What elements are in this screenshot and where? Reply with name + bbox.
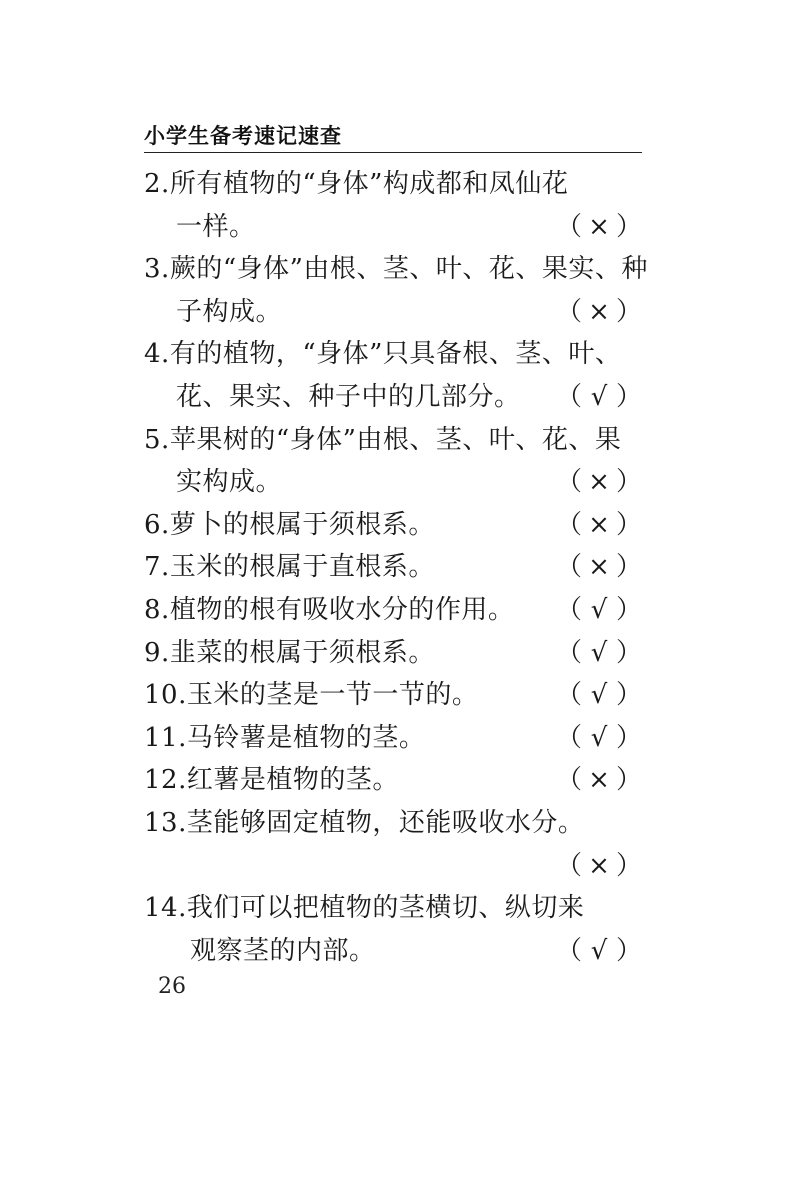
answer-close-paren: ）: [615, 680, 642, 711]
question-item: [144, 802, 642, 887]
question-line: [144, 717, 642, 760]
question-item: [144, 504, 642, 547]
answer-close-paren: ）: [615, 637, 642, 668]
answer-box: [556, 291, 642, 334]
cross-mark-icon: ×: [588, 467, 610, 498]
question-text: 观察茎的内部。: [190, 935, 376, 966]
question-item: [144, 163, 642, 248]
answer-open-paren: （: [555, 296, 582, 327]
answer-open-paren: （: [555, 637, 582, 668]
answer-close-paren: ）: [615, 381, 642, 412]
question-number: 9.: [144, 637, 170, 668]
answer-open-paren: （: [555, 594, 582, 625]
question-text: 植物的根有吸收水分的作用。: [169, 594, 515, 625]
book-title: 小学生备考速记速查: [144, 124, 342, 148]
question-item: [144, 632, 642, 675]
question-text: 实构成。: [176, 467, 283, 498]
answer-open-paren: （: [555, 467, 582, 498]
question-line: [144, 163, 642, 206]
check-mark-icon: √: [590, 935, 608, 966]
question-item: [144, 248, 648, 333]
question-item: [144, 717, 642, 760]
answer-open-paren: （: [555, 850, 582, 881]
question-item: [144, 887, 642, 972]
question-number: 8.: [144, 594, 170, 625]
question-number: 3.: [144, 254, 170, 285]
question-line: [144, 419, 642, 462]
question-line: [144, 632, 642, 675]
cross-mark-icon: ×: [588, 765, 610, 796]
question-text: 茎能够固定植物，还能吸收水分。: [186, 807, 585, 838]
question-number: 4.: [144, 339, 170, 370]
question-number: 14.: [144, 893, 187, 924]
question-text: 子构成。: [176, 296, 283, 327]
check-mark-icon: √: [590, 680, 608, 711]
answer-box: [556, 632, 642, 675]
question-text: 有的植物，“身体”只具备根、茎、叶、: [169, 339, 622, 370]
answer-close-paren: ）: [615, 722, 642, 753]
question-item: [144, 333, 642, 418]
answer-open-paren: （: [555, 765, 582, 796]
question-text: 所有植物的“身体”构成都和凤仙花: [169, 169, 569, 199]
question-line-continued: [144, 376, 642, 419]
question-line: [144, 887, 642, 930]
question-text: 一样。: [176, 211, 256, 242]
answer-box: [556, 546, 642, 589]
answer-box: [556, 589, 642, 632]
question-item: [144, 419, 642, 504]
answer-close-paren: ）: [615, 765, 642, 796]
answer-open-paren: （: [555, 935, 582, 966]
answer-box: [556, 461, 642, 504]
question-line: [144, 333, 642, 376]
check-mark-icon: √: [590, 637, 608, 668]
answer-close-paren: ）: [615, 211, 642, 242]
answer-close-paren: ）: [615, 552, 642, 583]
check-mark-icon: √: [590, 722, 608, 753]
answer-box: [556, 930, 642, 973]
question-line-continued: [144, 461, 642, 504]
question-line: [144, 589, 642, 632]
question-item: [144, 759, 642, 802]
cross-mark-icon: ×: [588, 296, 610, 327]
answer-close-paren: ）: [615, 296, 642, 327]
answer-open-paren: （: [555, 381, 582, 412]
question-item: [144, 546, 642, 589]
answer-box: [556, 674, 642, 717]
answer-close-paren: ）: [615, 594, 642, 625]
check-mark-icon: √: [590, 594, 608, 625]
question-number: 10.: [144, 680, 187, 711]
running-header: [144, 118, 642, 153]
question-text: 蕨的“身体”由根、茎、叶、花、果实、种: [169, 254, 648, 285]
answer-open-paren: （: [555, 722, 582, 753]
question-number: 12.: [144, 765, 187, 796]
answer-close-paren: ）: [615, 467, 642, 498]
question-line: [144, 248, 648, 291]
question-line-continued: [144, 930, 642, 973]
question-line: [144, 802, 642, 845]
answer-close-paren: ）: [615, 850, 642, 881]
answer-box: [556, 759, 642, 802]
question-line-continued: [144, 845, 642, 888]
answer-open-paren: （: [555, 680, 582, 711]
question-text: 花、果实、种子中的几部分。: [176, 381, 521, 412]
question-number: 7.: [144, 552, 170, 583]
question-text: 玉米的根属于直根系。: [169, 552, 435, 583]
question-number: 11.: [144, 722, 187, 753]
answer-box: [556, 717, 642, 760]
question-text: 我们可以把植物的茎横切、纵切来: [186, 893, 585, 924]
question-text: 马铃薯是植物的茎。: [186, 722, 426, 753]
answer-open-paren: （: [555, 509, 582, 540]
question-text: 玉米的茎是一节一节的。: [186, 680, 479, 711]
question-number: 6.: [144, 509, 170, 540]
answer-close-paren: ）: [615, 935, 642, 966]
question-line: [144, 504, 642, 547]
question-text: 韭菜的根属于须根系。: [169, 637, 435, 668]
question-number: 5.: [144, 424, 170, 455]
answer-box: [556, 504, 642, 547]
cross-mark-icon: ×: [588, 552, 610, 583]
cross-mark-icon: ×: [588, 211, 610, 242]
question-list: [144, 163, 648, 972]
answer-open-paren: （: [555, 211, 582, 242]
cross-mark-icon: ×: [588, 850, 610, 881]
question-line: [144, 546, 642, 589]
question-number: 2.: [144, 169, 170, 199]
question-item: [144, 674, 642, 717]
page-number: 26: [158, 974, 186, 999]
answer-close-paren: ）: [615, 509, 642, 540]
question-text: 红薯是植物的茎。: [186, 765, 399, 796]
question-number: 13.: [144, 807, 187, 838]
cross-mark-icon: ×: [588, 509, 610, 540]
question-text: 萝卜的根属于须根系。: [169, 509, 435, 540]
answer-open-paren: （: [555, 552, 582, 583]
check-mark-icon: √: [590, 381, 608, 412]
answer-box: [556, 206, 642, 249]
answer-box: [556, 376, 642, 419]
question-line-continued: [144, 206, 642, 249]
question-line: [144, 674, 642, 717]
answer-box: [556, 845, 642, 888]
question-line: [144, 759, 642, 802]
question-item: [144, 589, 642, 632]
question-text: 苹果树的“身体”由根、茎、叶、花、果: [169, 424, 622, 455]
question-line-continued: [144, 291, 642, 334]
